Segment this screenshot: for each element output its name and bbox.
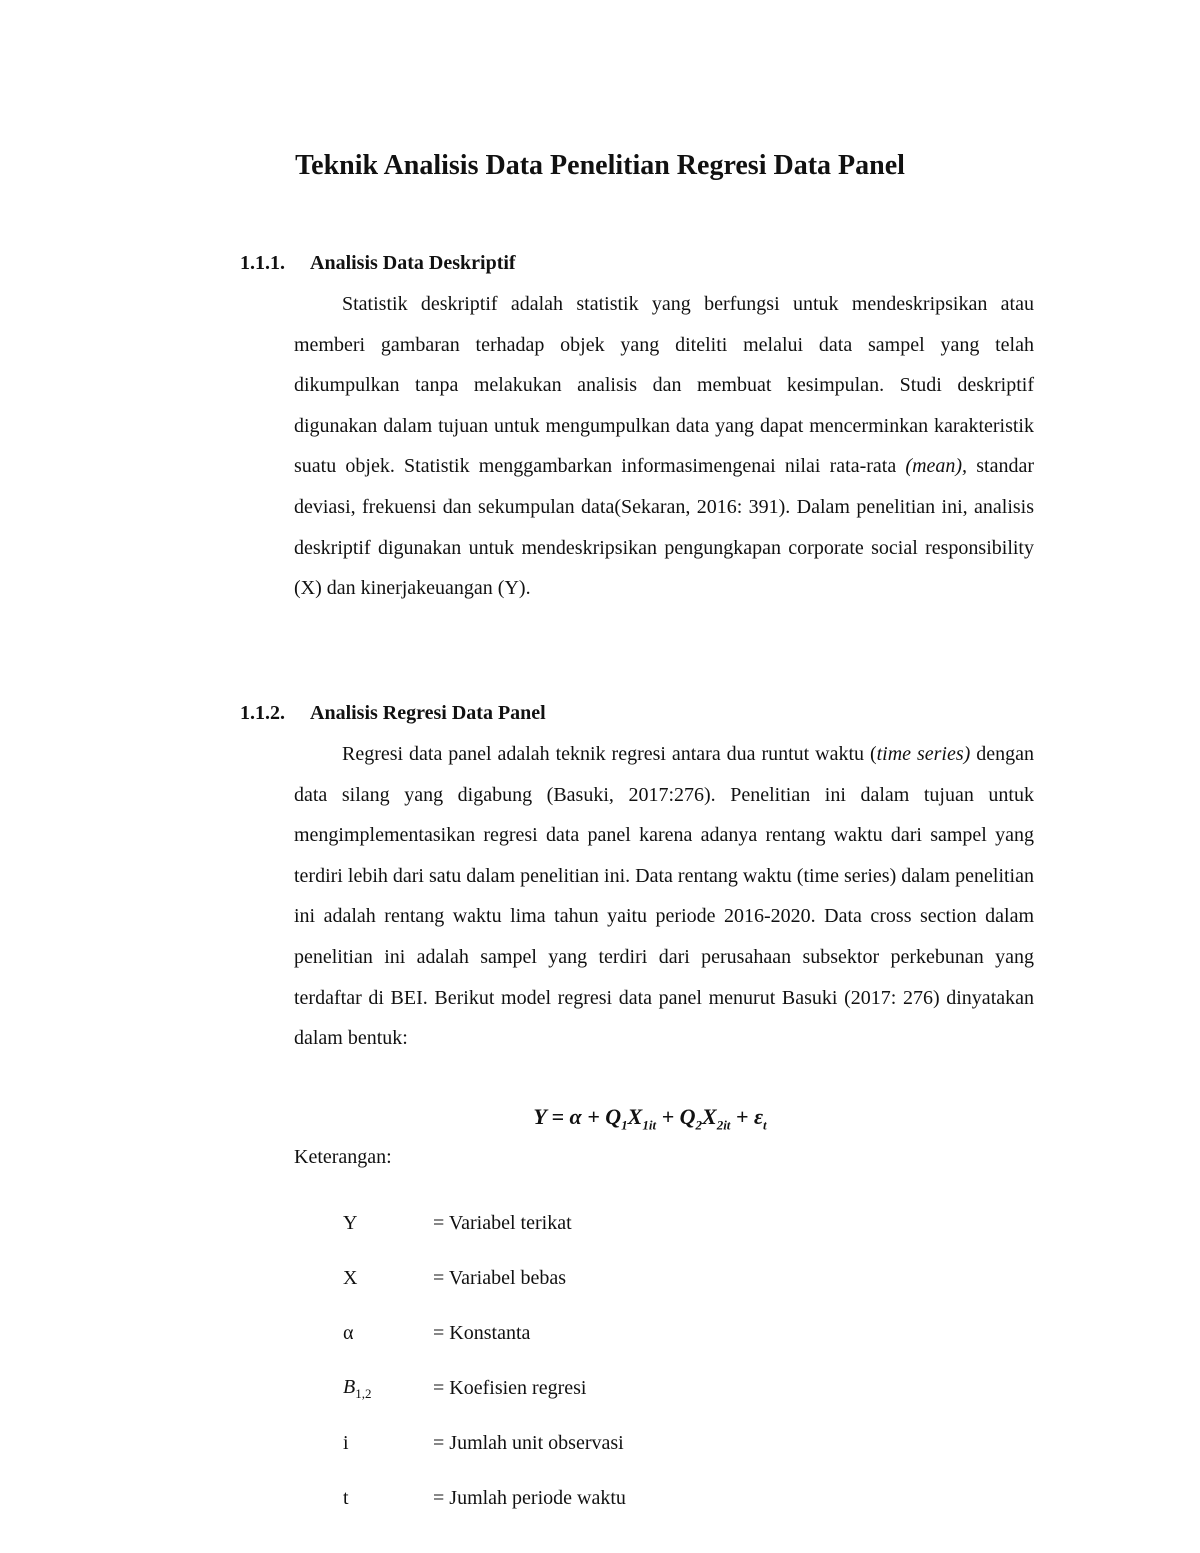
- legend-description: = Koefisien regresi: [433, 1377, 587, 1399]
- equation-plus: +: [661, 1104, 675, 1129]
- legend-label: Keterangan:: [294, 1146, 392, 1168]
- legend-list: [343, 1196, 626, 1526]
- section-title: Analisis Data Deskriptif: [310, 252, 516, 274]
- paragraph-italic-text: (mean),: [905, 455, 968, 478]
- page-title: Teknik Analisis Data Penelitian Regresi Data Panel: [295, 150, 905, 181]
- equation-var-1-sub: 1it: [642, 1117, 657, 1133]
- paragraph-text: dengan data silang yang digabung (Basuki, 2017:276). Penelitian ini dalam tujuan untuk mengimplementasikan regresi data panel karena adanya rentang waktu dari sampel yang terdiri lebih dari satu dalam penelitian ini. Data rentang waktu (time series) dalam penelitian ini adalah rentang waktu lima tahun yaitu periode 2016-2020. Data cross section dalam penelitian ini adalah sampel yang terdiri dari perusahaan subsektor perkebunan yang terdaftar di BEI. Berikut model regresi data panel menurut Basuki (2017: 276) dinyatakan dalam bentuk:: [294, 743, 1035, 1050]
- equation-error: ε: [753, 1104, 763, 1129]
- legend-symbol: Y: [343, 1212, 358, 1234]
- paragraph-text: Statistik deskriptif adalah statistik yang berfungsi untuk mendeskripsikan atau memberi gambaran terhadap objek yang diteliti melalui data sampel yang telah dikumpulkan tanpa melakukan analisis dan membuat kesimpulan. Studi deskriptif digunakan dalam tujuan untuk mengumpulkan data yang dapat mencerminkan karakteristik suatu objek. Statistik menggambarkan informasimengenai nilai rata-rata: [294, 293, 1034, 478]
- paragraph-panel-regression: [294, 734, 1034, 1059]
- legend-row: [343, 1471, 626, 1526]
- legend-symbol: t: [343, 1487, 349, 1509]
- legend-row: [343, 1196, 626, 1251]
- legend-description: = Konstanta: [433, 1322, 531, 1344]
- legend-description: = Variabel terikat: [433, 1212, 572, 1234]
- legend-symbol: i: [343, 1432, 349, 1454]
- equation-var-2-sub: 2it: [716, 1117, 731, 1133]
- paragraph-text: standar deviasi, frekuensi dan sekumpulan data(Sekaran, 2016: 391). Dalam penelitian ini, analisis deskriptif digunakan untuk mendeskripsikan pengungkapan corporate social responsibility (X) dan kinerjakeuangan (Y).: [294, 455, 1035, 600]
- section-heading-panel-regression: [240, 702, 546, 725]
- equation-coef-2: Q: [679, 1104, 696, 1129]
- equation-var-2: X: [702, 1104, 717, 1129]
- legend-row: [343, 1416, 626, 1471]
- legend-symbol-main: B: [343, 1375, 356, 1398]
- equation-coef-1: Q: [605, 1104, 622, 1129]
- equation-coef-2-sub: 2: [695, 1117, 702, 1133]
- legend-row: [343, 1306, 626, 1361]
- equation-lhs: Y = α +: [533, 1104, 600, 1129]
- paragraph-descriptive: [294, 284, 1034, 609]
- regression-equation: [0, 1104, 1200, 1133]
- legend-symbol-sub: 1,2: [355, 1385, 372, 1401]
- legend-row: [343, 1361, 626, 1416]
- equation-error-sub: t: [763, 1117, 767, 1133]
- paragraph-text: Regresi data panel adalah teknik regresi antara dua runtut waktu (: [342, 743, 877, 765]
- equation-coef-1-sub: 1: [621, 1117, 628, 1133]
- section-heading-descriptive: [240, 252, 516, 275]
- paragraph-italic-text: time series): [876, 743, 971, 765]
- legend-description: = Jumlah unit observasi: [433, 1432, 624, 1454]
- legend-description: = Variabel bebas: [433, 1267, 567, 1289]
- legend-symbol: α: [343, 1322, 354, 1344]
- legend-symbol: X: [343, 1267, 358, 1289]
- legend-row: [343, 1251, 626, 1306]
- equation-var-1: X: [627, 1104, 643, 1129]
- section-title: Analisis Regresi Data Panel: [310, 702, 546, 724]
- legend-description: = Jumlah periode waktu: [433, 1487, 626, 1509]
- legend-symbol: [343, 1376, 433, 1402]
- equation-plus: +: [735, 1104, 749, 1129]
- section-number: 1.1.2.: [240, 702, 285, 724]
- section-number: 1.1.1.: [240, 252, 285, 274]
